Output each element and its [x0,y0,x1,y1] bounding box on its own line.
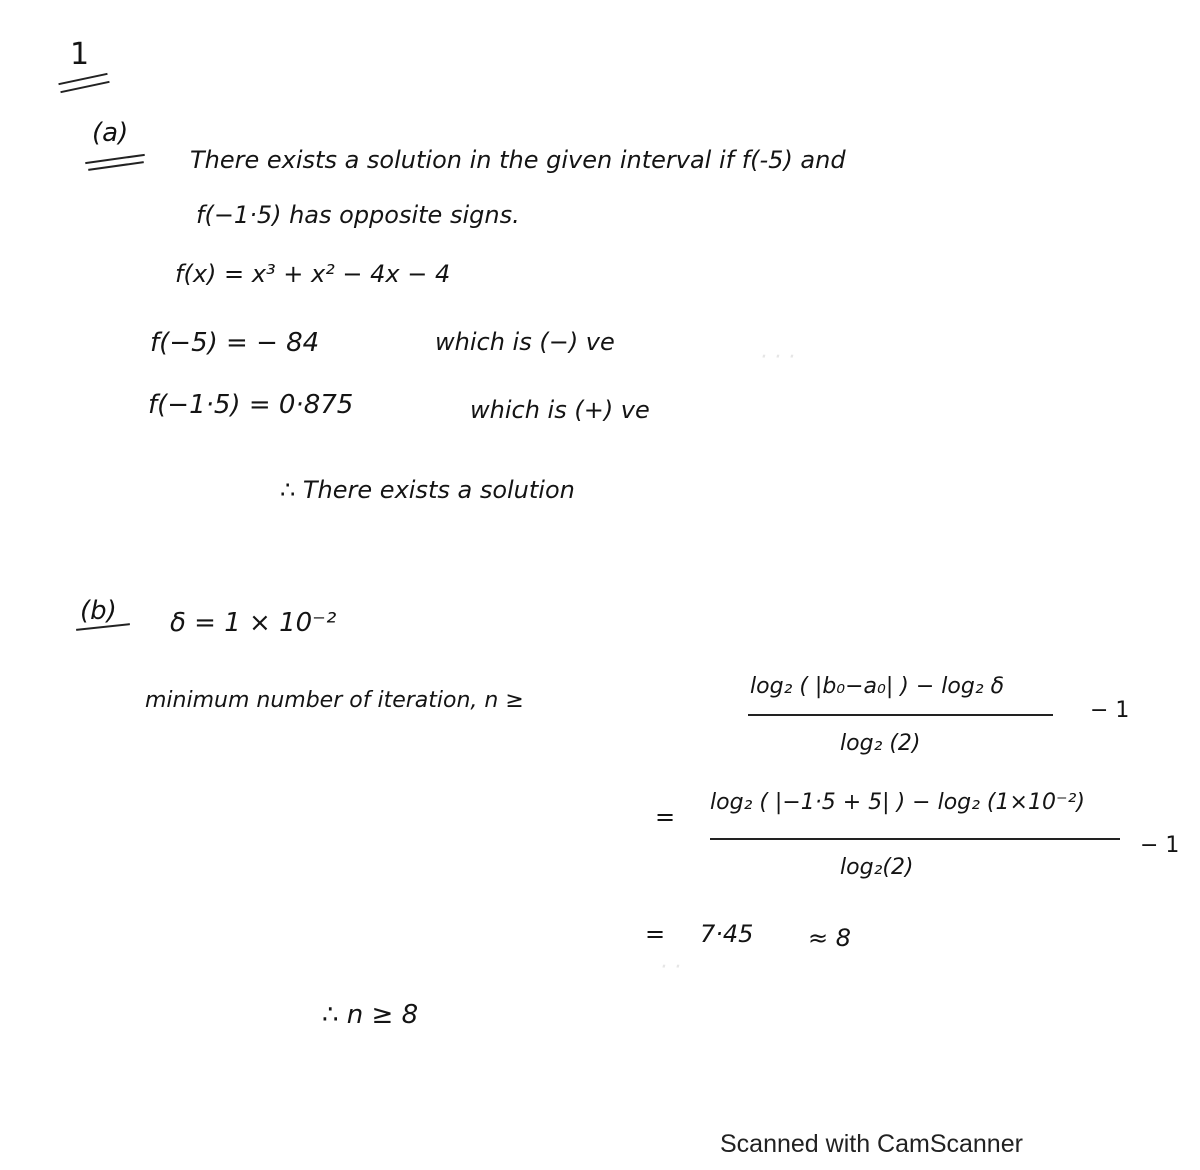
part-a-intro-line1: There exists a solution in the given interval if f(-5) and [190,146,846,174]
final-answer: ∴ n ≥ 8 [322,1000,419,1030]
substitution-denominator: log₂(2) [840,855,914,880]
eval-f-minus-1-5-sign: which is (+) ve [470,396,650,424]
delta-definition: δ = 1 × 10⁻² [170,608,337,638]
bleed-through-mark: · · · [760,345,795,370]
part-a-conclusion: ∴ There exists a solution [280,476,575,504]
eval-f-minus-1-5: f(−1·5) = 0·875 [148,390,354,420]
formula-denominator: log₂ (2) [840,731,921,756]
scanner-watermark: Scanned with CamScanner [720,1130,1023,1158]
min-iterations-text: minimum number of iteration, n ≥ [145,688,524,713]
result-approximation: ≈ 8 [808,924,852,952]
question-number: 1 [70,37,90,72]
result-equals: = [645,920,666,948]
formula-fraction-bar [748,714,1053,716]
eval-f-minus-5: f(−5) = − 84 [150,328,320,358]
formula-minus-one: − 1 [1090,698,1130,723]
bleed-through-mark: · · [660,955,681,980]
function-definition: f(x) = x³ + x² − 4x − 4 [175,260,451,288]
part-a-label: (a) [92,118,129,148]
substitution-equals: = [655,803,676,831]
substitution-fraction-bar [710,838,1120,840]
result-value: 7·45 [700,920,754,948]
part-b-label: (b) [80,596,117,626]
eval-f-minus-5-sign: which is (−) ve [435,328,615,356]
formula-numerator: log₂ ( |b₀−a₀| ) − log₂ δ [750,674,1005,699]
substitution-minus-one: − 1 [1140,833,1180,858]
part-a-intro-line2: f(−1·5) has opposite signs. [196,201,520,229]
substitution-numerator: log₂ ( |−1·5 + 5| ) − log₂ (1×10⁻²) [710,790,1085,815]
